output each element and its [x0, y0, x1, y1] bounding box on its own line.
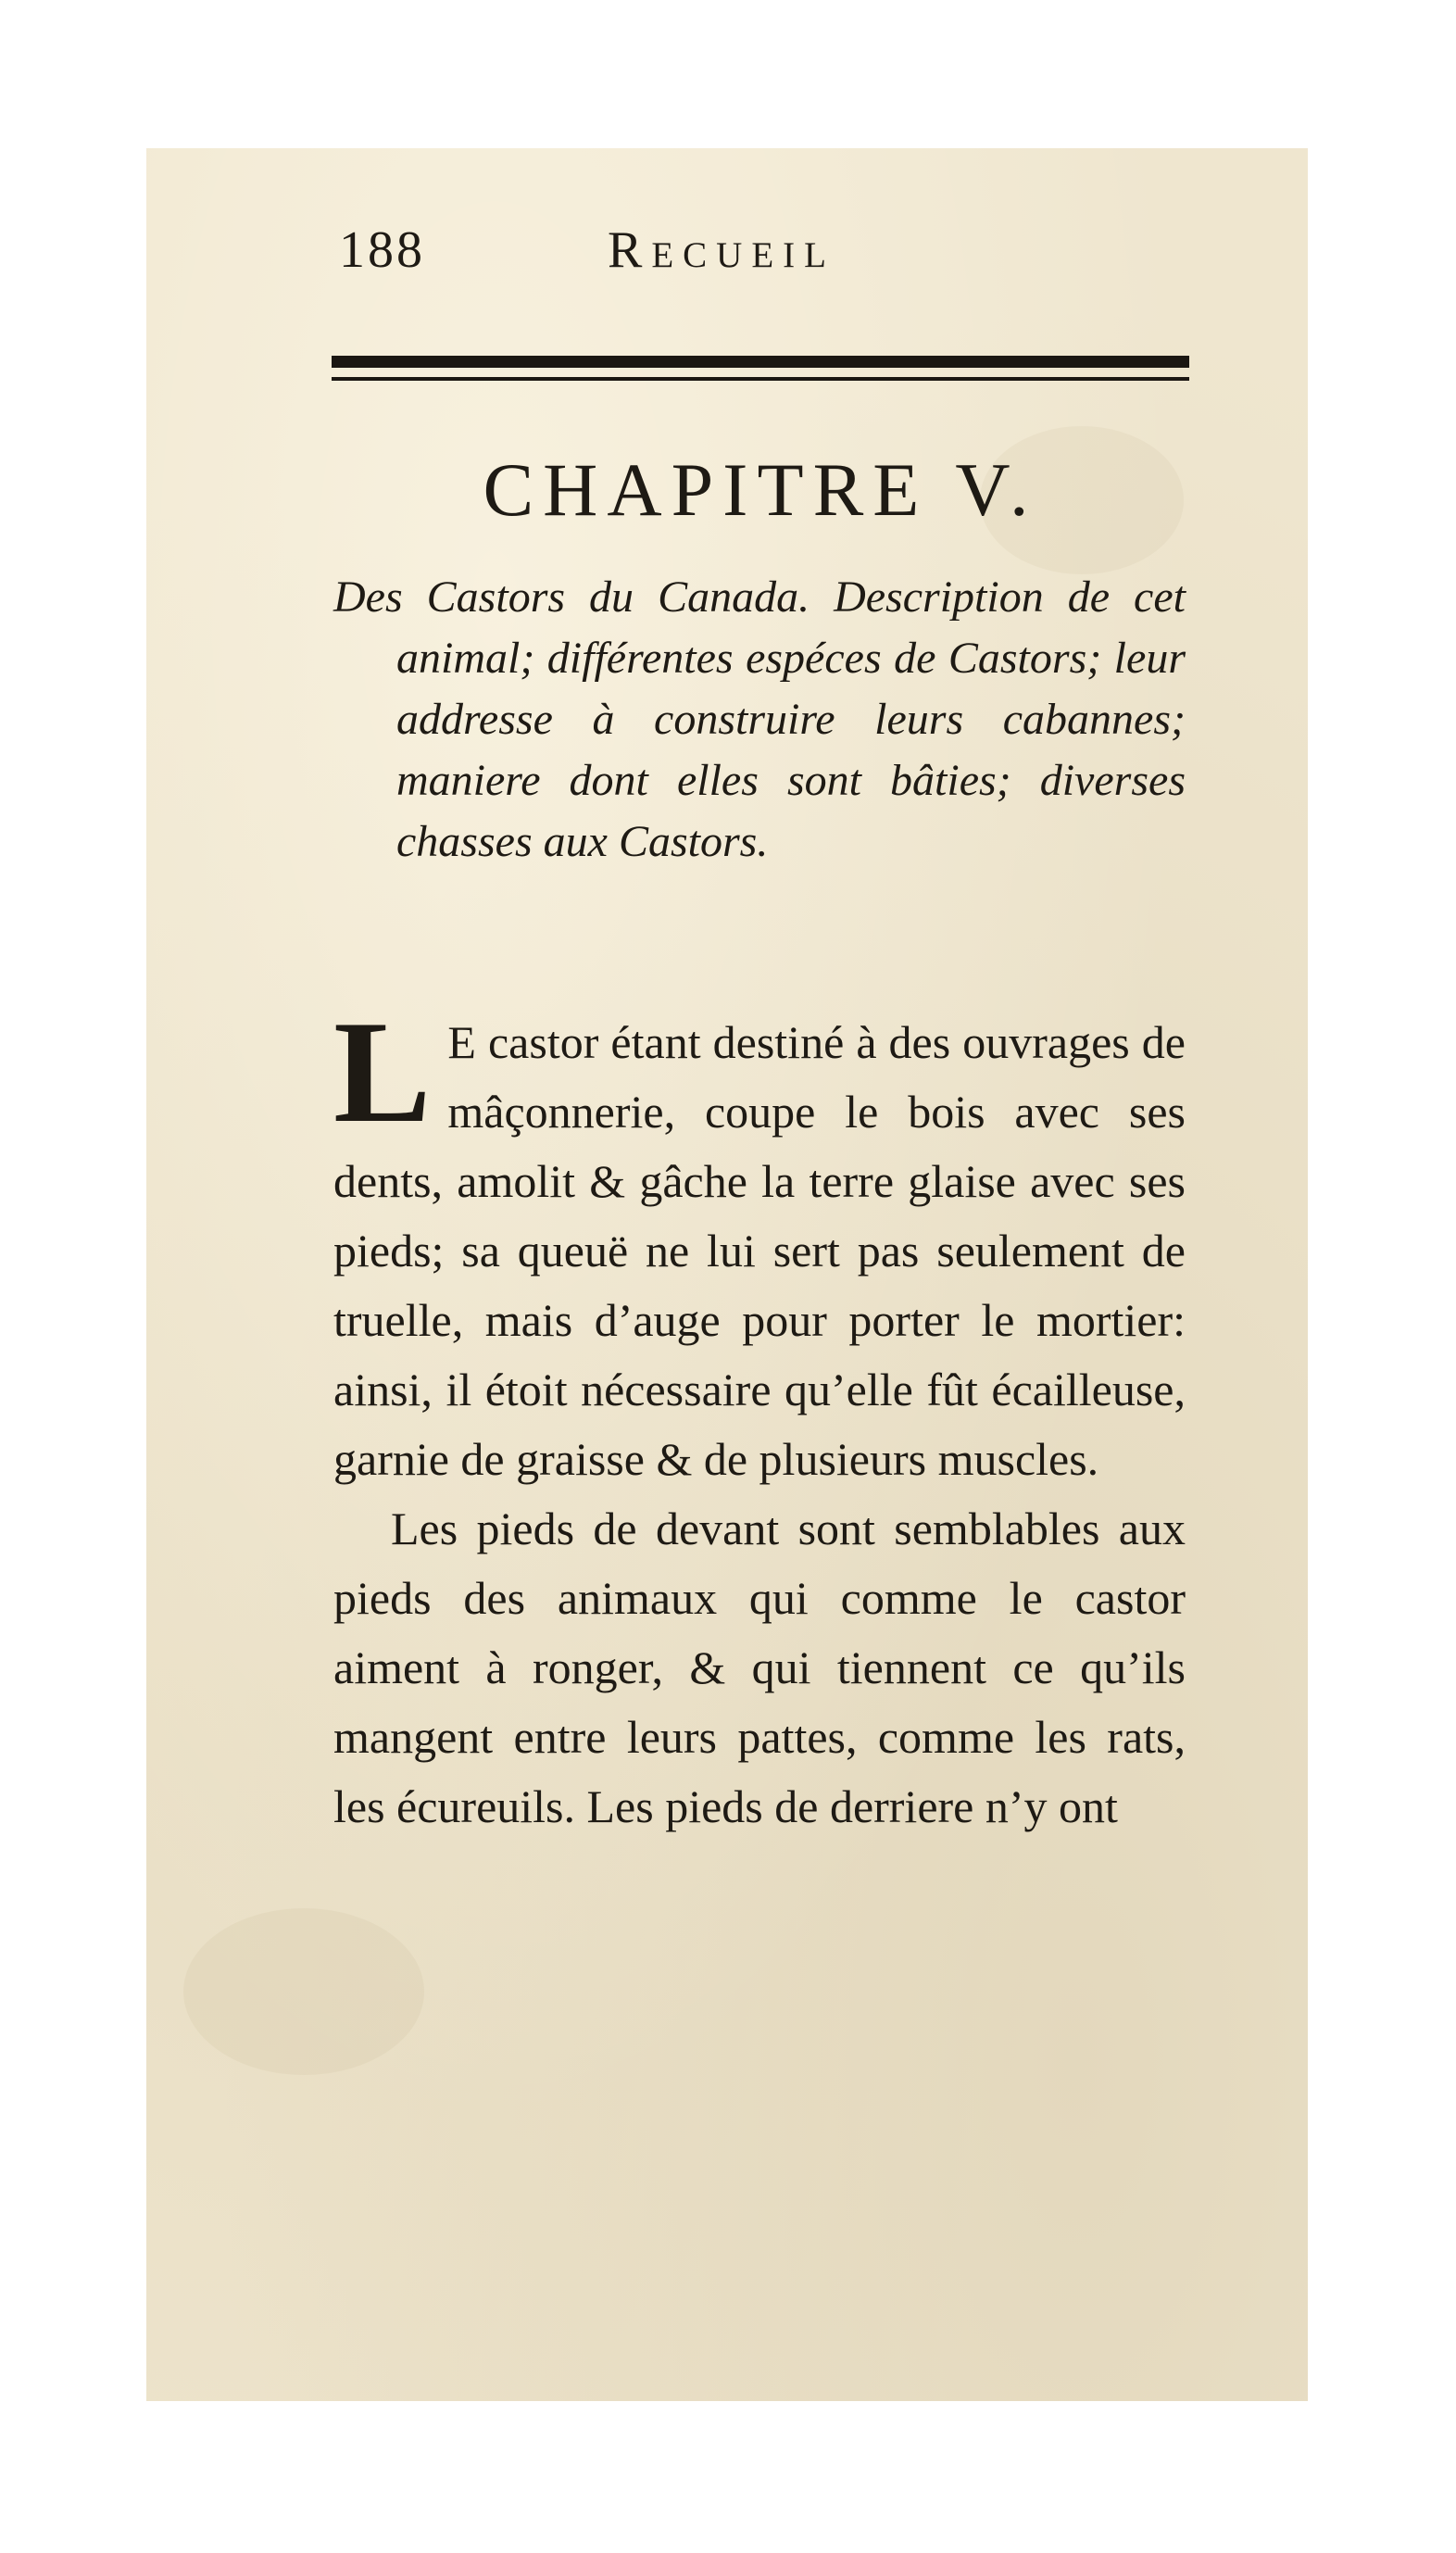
book-page	[146, 148, 1308, 2401]
paragraph-1	[333, 991, 1186, 1494]
chapter-summary: Des Castors du Canada. Description de cet animal; différentes espéces de Castors; leur addresse à construire leurs cabannes; maniere dont elles sont bâties; diverses chasses aux Castors.	[333, 572, 1186, 866]
page-number: 188	[339, 221, 425, 279]
header-rule-thick	[332, 356, 1189, 368]
running-head	[339, 220, 1197, 285]
paragraph-1-text: E castor étant destiné à des ouvrages de mâçonnerie, coupe le bois avec ses dents, amolit & gâche la terre glaise avec ses pieds; sa queuë ne lui sert pas seulement de truelle, mais d’auge pour porter le mortier: ainsi, il étoit nécessaire qu’elle fût écailleuse, garnie de graisse & de plusieurs muscles.	[333, 1016, 1186, 1485]
body-text	[333, 991, 1186, 1842]
paragraph-2: Les pieds de devant sont semblables aux pieds des animaux qui comme le castor aiment à ronger, & qui tiennent ce qu’ils mangent entre leurs pattes, comme les rats, les écureuils. Les pieds de derriere n’y ont	[333, 1503, 1186, 1832]
header-rule-thin	[332, 377, 1189, 381]
running-title: Recueil	[608, 221, 835, 279]
drop-cap: L	[333, 991, 432, 1153]
paper-stain	[183, 1908, 424, 2075]
chapter-heading: CHAPITRE V.	[483, 447, 1038, 532]
